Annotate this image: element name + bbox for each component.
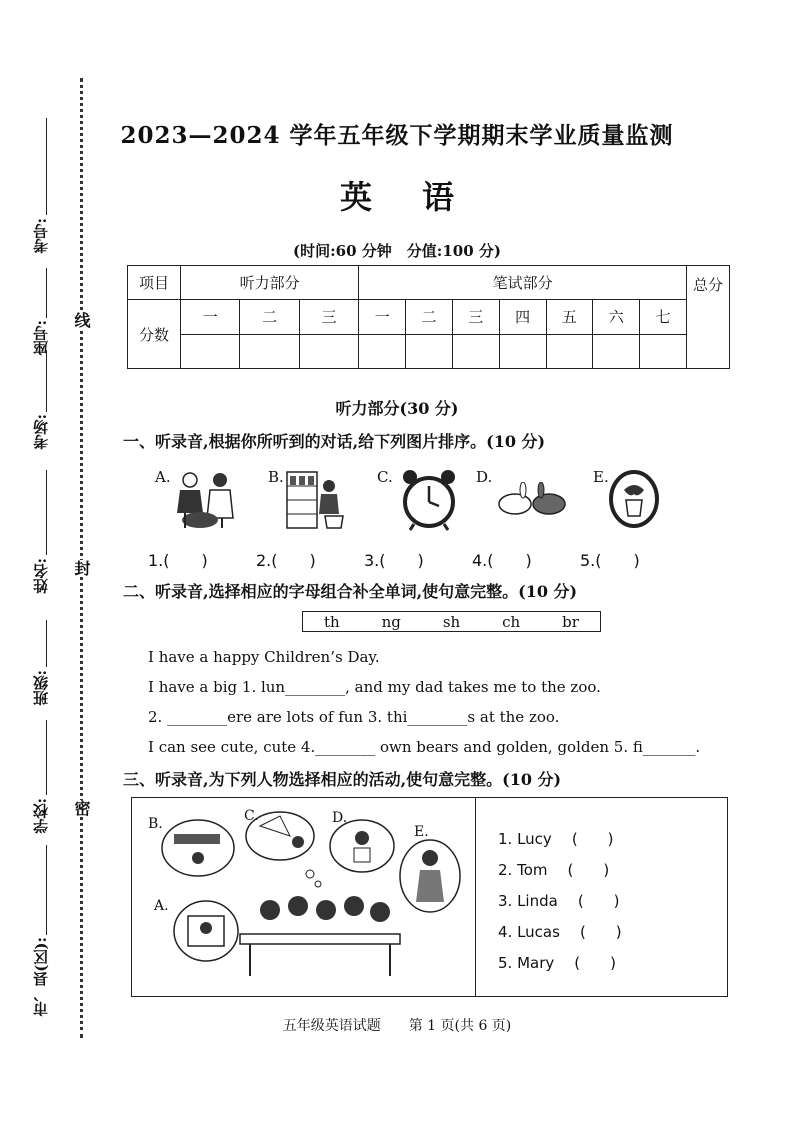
col-writing-4: 四 [499, 300, 546, 334]
person-name: 3. Linda [498, 892, 558, 910]
activity-label-c: C. [244, 808, 259, 824]
seal-mark-seal: 封 [72, 560, 91, 576]
page-footer: 五年级英语试题 第 1 页(共 6 页) [282, 1018, 512, 1034]
hand-gesture-picture [608, 470, 660, 528]
score-cell[interactable] [359, 334, 406, 368]
person-name: 5. Mary [498, 954, 555, 972]
row-label-item: 项目 [128, 266, 181, 300]
seal-mark-line: 线 [72, 312, 91, 328]
answer-slot[interactable]: ( ) [577, 892, 620, 910]
letter-option: ng [381, 612, 401, 631]
letter-option: br [562, 612, 579, 631]
score-cell[interactable] [240, 334, 299, 368]
question-2-title: 二、听录音,选择相应的字母组合补全单词,使句意完整。(10 分) [123, 582, 578, 601]
exam-room-label: 考场: [32, 414, 50, 450]
col-listening-2: 二 [240, 300, 299, 334]
seal-mark-secret: 密 [72, 800, 91, 816]
subject-title: 英语 [339, 178, 504, 216]
alarm-clock-picture [396, 466, 462, 532]
passage-line-4: I can see cute, cute 4.________ own bears and golden, golden 5. fi_______. [148, 738, 701, 756]
person-row [498, 890, 620, 911]
col-writing-6: 六 [593, 300, 640, 334]
answer-slot[interactable]: 4.( ) [472, 551, 532, 570]
seat-number-label: 座号: [32, 320, 50, 356]
person-name: 1. Lucy [498, 830, 552, 848]
passage-line-3: 2. ________ere are lots of fun 3. thi________s at the zoo. [148, 708, 560, 726]
rabbits-picture [493, 482, 573, 518]
col-writing-1: 一 [359, 300, 406, 334]
person-row [498, 859, 609, 880]
score-cell[interactable] [299, 334, 359, 368]
answer-slot[interactable]: ( ) [571, 830, 614, 848]
letter-option: sh [442, 612, 461, 631]
col-listening-3: 三 [299, 300, 359, 334]
answer-slot[interactable]: 3.( ) [364, 551, 424, 570]
activity-label-d: D. [332, 810, 348, 826]
person-name: 2. Tom [498, 861, 548, 879]
class-line [46, 620, 47, 667]
answer-slot[interactable]: ( ) [579, 923, 622, 941]
score-cell[interactable] [593, 334, 640, 368]
passage-line-1: I have a happy Children’s Day. [148, 648, 380, 666]
activity-label-e: E. [414, 824, 429, 840]
score-cell[interactable] [452, 334, 499, 368]
supermarket-picture [285, 468, 347, 532]
class-label: 班级: [32, 670, 50, 706]
question-1-title: 一、听录音,根据你所听到的对话,给下列图片排序。(10 分) [123, 432, 546, 451]
col-writing-2: 二 [406, 300, 453, 334]
exam-number-label: 考号: [32, 218, 50, 254]
school-label: 学校: [32, 798, 50, 834]
picture-label-b: B. [268, 468, 284, 486]
row-label-score: 分数 [128, 300, 181, 369]
score-table [127, 265, 730, 369]
name-line [46, 470, 47, 555]
question-1-answers [148, 548, 688, 571]
person-name: 4. Lucas [498, 923, 560, 941]
col-writing-3: 三 [452, 300, 499, 334]
listening-section-header: 听力部分(30 分) [335, 399, 459, 418]
binding-dotted-line [80, 78, 83, 1038]
school-line [46, 720, 47, 795]
county-label: 市、县(区): [32, 937, 50, 1017]
question-3-box [131, 797, 728, 997]
col-listening-1: 一 [181, 300, 240, 334]
picture-label-c: C. [377, 468, 393, 486]
score-cell[interactable] [181, 334, 240, 368]
listening-part-header: 听力部分 [181, 266, 359, 300]
person-row [498, 921, 622, 942]
score-cell[interactable] [640, 334, 687, 368]
passage-line-2: I have a big 1. lun________, and my dad takes me to the zoo. [148, 678, 601, 696]
score-cell[interactable] [546, 334, 593, 368]
name-label: 姓名: [32, 558, 50, 594]
person-row [498, 828, 614, 849]
answer-slot[interactable]: ( ) [574, 954, 616, 972]
letter-option: ch [502, 612, 521, 631]
letter-options-box [302, 611, 601, 632]
answer-slot[interactable]: 1.( ) [148, 551, 208, 570]
score-cell[interactable] [499, 334, 546, 368]
letter-option: th [323, 612, 340, 631]
answer-slot[interactable]: ( ) [567, 861, 610, 879]
family-picture [170, 468, 240, 530]
exam-title: 2023—2024 学年五年级下学期期末学业质量监测 [120, 122, 674, 149]
seat-number-line [46, 268, 47, 318]
writing-part-header: 笔试部分 [359, 266, 687, 300]
col-writing-7: 七 [640, 300, 687, 334]
score-cell[interactable] [406, 334, 453, 368]
col-writing-5: 五 [546, 300, 593, 334]
time-info: (时间:60 分钟 分值:100 分) [293, 242, 501, 260]
picture-label-a: A. [155, 468, 171, 486]
box-divider [475, 798, 476, 996]
total-score-header: 总分 [687, 266, 730, 369]
question-3-title: 三、听录音,为下列人物选择相应的活动,使句意完整。(10 分) [123, 770, 562, 789]
picture-label-e: E. [593, 468, 609, 486]
activity-label-a: A. [154, 898, 169, 914]
person-row [498, 952, 616, 973]
activity-label-b: B. [148, 816, 163, 832]
picture-label-d: D. [476, 468, 493, 486]
answer-slot[interactable]: 5.( ) [580, 551, 640, 570]
answer-slot[interactable]: 2.( ) [256, 551, 316, 570]
county-line [46, 845, 47, 935]
